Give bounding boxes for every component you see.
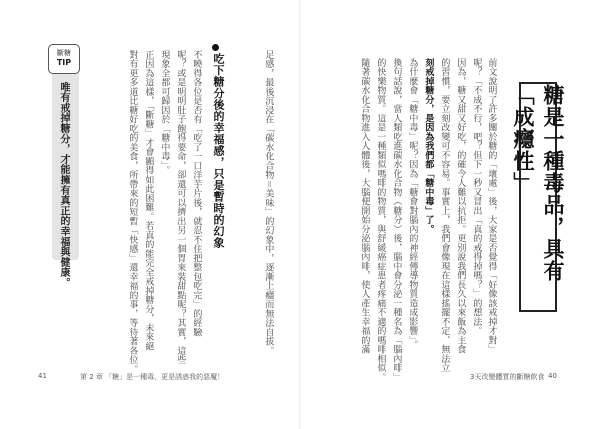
tip-text-line-2: 才能擁有真正的幸福與健康。 — [58, 154, 69, 289]
left-page-number: 41 — [38, 372, 47, 380]
tip-badge-en: TIP — [56, 58, 72, 67]
left-body-col-3: 現象全都可歸因於「糖中毒」。 — [159, 50, 170, 175]
left-body-col-5: 對有更多道比糖好吃的美食，所帶來的短暫「快感」還幸福的事，等待著各位。 — [127, 50, 138, 374]
right-body-col-9: 隨著碳水化合物進入人體後，大腦便開始分泌腦內啡，使人產生幸福的滿 — [359, 58, 370, 354]
tip-text-line-1: 唯有戒掉糖分， — [58, 82, 69, 155]
left-footer-chapter: 第 2 章 「糖」是一種毒，更是誘惑我的惡魔！ — [80, 373, 225, 381]
section-heading: 吃下糖分後的幸福感，只是暫時的幻象 — [212, 53, 225, 249]
left-body-col-2: 呢？或是明明肚子飽得要命，卻還可以擠出另一個胃來裝甜點呢？其實，這些 — [175, 50, 186, 365]
right-page-number: 40 — [548, 372, 557, 380]
right-body-col-2: 呢？「不成不行，吧？但下一秒又冒出「真的戒得掉嗎？」的想法。 — [471, 58, 482, 336]
book-gutter — [299, 0, 301, 429]
left-intro-col: 足感，最後沉浸在「碳水化合物＝美味」的幻象中，逐漸上癮而無法自拔。 — [263, 50, 274, 356]
left-body-col-1: 不曉得各位是否有「吃了一口洋芋片後，就忍不住把整包吃完」的經驗 — [191, 50, 202, 337]
right-body-col-6: 為什麼會「糖中毒」呢？因為「糖會對腦內的神經傳導物質造成影響」。 — [407, 58, 418, 350]
right-body-col-5: 刻戒掉糖分，是因為我們都「糖中毒」了。 — [423, 58, 434, 234]
tip-text — [57, 82, 70, 288]
right-footer-book-title: 3天改變體質的斷糖飲食 — [470, 373, 545, 381]
tip-badge — [48, 44, 80, 74]
left-body-col-4: 正因為這樣，「斷糖」才會顯得如此困難。若真的能完全戒掉糖分，未來絕 — [143, 50, 154, 351]
chapter-title: 糖是一種毒品，具有「成癮性」 — [519, 82, 557, 312]
right-body-col-1: 前文說明了許多關於糖的「壞處」後，大家是否覺得「好像該戒掉才對」 — [486, 58, 497, 354]
right-body-col-4: 的習慣，要立刻改變可不容易。事實上，我們會像現在這樣搖擺不定、無法立 — [439, 58, 450, 373]
right-body-col-8: 的快樂物質。這是一種類似嗎啡的物質，與舒緩癌症患者疼痛不適的嗎啡相似。 — [375, 58, 386, 382]
right-body-col-7: 換句話說，當人類吃進碳水化合物（糖分）後，腦中會分泌一種名為「腦內啡」 — [391, 58, 402, 382]
tip-badge-zh: 斷糖 — [57, 49, 71, 57]
section-bullet-icon — [212, 44, 219, 51]
right-body-col-3: 因為，糖又甜又好吃，的確令人難以抗拒。更別說我們長久以來飯為主食 — [455, 58, 466, 354]
